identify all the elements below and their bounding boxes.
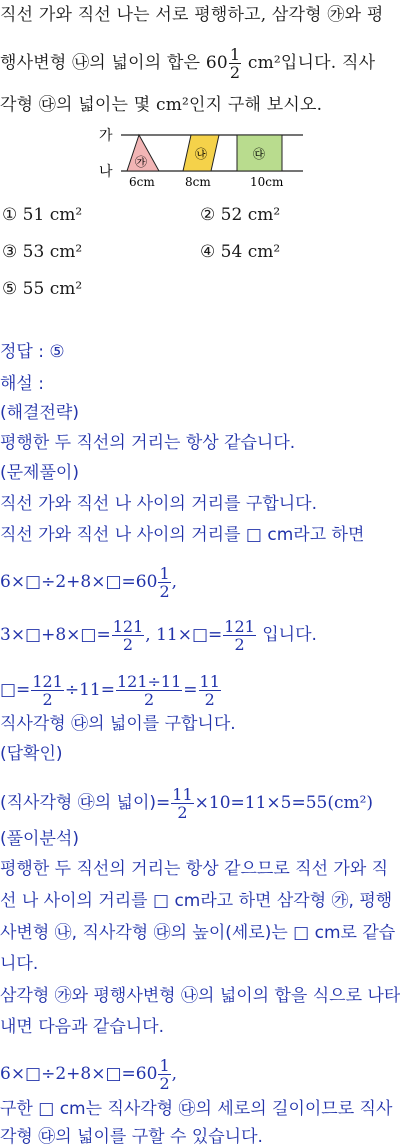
fraction-denominator: 2: [122, 635, 134, 654]
analysis-line-6: 내면 다음과 같습니다.: [0, 1017, 165, 1037]
question-line-2-pre: 행사변형 ㉯의 넓이의 합은 60: [0, 53, 228, 73]
solution-line-2: 직선 가와 직선 나 사이의 거리를 □ cm라고 하면: [0, 525, 365, 545]
rectangle-mark: ㉰: [253, 147, 266, 161]
equation-2-fraction-1: [112, 618, 145, 653]
option-1[interactable]: [2, 205, 82, 225]
equation-3-fraction-2: [116, 673, 182, 708]
fraction-numerator: 1: [229, 45, 241, 64]
equation-3-a: □=: [0, 680, 31, 700]
option-4[interactable]: [200, 242, 280, 262]
equation-5-pre: 6×□÷2+8×□=60: [0, 1064, 158, 1084]
answer-label: 정답 : ⑤: [0, 342, 65, 362]
option-2[interactable]: [200, 205, 280, 225]
fraction-denominator: 2: [159, 582, 170, 601]
analysis-line-5: 삼각형 ㉮와 평행사변형 ㉯의 넓이의 합을 식으로 나타: [0, 986, 400, 1006]
fraction-denominator: 2: [177, 803, 188, 822]
fraction-numerator: 121: [32, 672, 63, 691]
equation-3-b: ÷11=: [64, 680, 115, 700]
heading-strategy: (해결전략): [0, 403, 79, 423]
equation-4-b: ×10=11×5=55(cm²): [194, 793, 374, 813]
option-4-text: 54 cm²: [220, 242, 281, 262]
solution-line-3: 직사각형 ㉰의 넓이를 구합니다.: [0, 714, 236, 734]
label-ga: 가: [99, 128, 113, 144]
equation-4-fraction: [171, 786, 193, 821]
length-a-label: 6cm: [129, 175, 155, 189]
equation-1-pre: 6×□÷2+8×□=60: [0, 572, 158, 592]
fraction-numerator: 121÷11: [116, 672, 182, 691]
question-line-2-post: cm²입니다. 직사: [242, 53, 376, 73]
equation-1-post: ,: [171, 572, 178, 592]
equation-3-fraction-3: [199, 673, 221, 708]
option-5-text: 55 cm²: [22, 279, 83, 299]
solution-line-1: 직선 가와 직선 나 사이의 거리를 구합니다.: [0, 494, 318, 514]
length-b-label: 8cm: [185, 175, 211, 189]
option-2-text: 52 cm²: [220, 205, 281, 225]
analysis-line-1: 평행한 두 직선의 거리는 항상 같으므로 직선 가와 직: [0, 859, 389, 879]
label-na: 나: [99, 164, 113, 180]
equation-1: [0, 565, 177, 600]
analysis-line-2: 선 나 사이의 거리를 □ cm라고 하면 삼각형 ㉮, 평행: [0, 891, 393, 911]
length-c-label: 10cm: [250, 175, 284, 189]
equation-5: [0, 1057, 177, 1092]
heading-solution: (문제풀이): [0, 463, 79, 483]
equation-2: [0, 618, 317, 653]
question-fraction: [229, 46, 241, 81]
equation-3: [0, 673, 222, 708]
explanation-label: 해설 :: [0, 374, 44, 394]
equation-2-c: 입니다.: [256, 625, 317, 645]
option-3[interactable]: [2, 242, 82, 262]
triangle-mark: ㉮: [135, 155, 148, 169]
analysis-line-3: 사변형 ㉯, 직사각형 ㉰의 높이(세로)는 □ cm로 같습: [0, 923, 396, 943]
option-3-text: 53 cm²: [22, 242, 83, 262]
equation-5-fraction: [158, 1057, 170, 1092]
equation-5-post: ,: [171, 1064, 178, 1084]
equation-3-c: =: [183, 680, 198, 700]
equation-4-a: (직사각형 ㉰의 넓이)=: [0, 793, 171, 813]
fraction-numerator: 11: [172, 785, 193, 804]
question-line-3: 각형 ㉰의 넓이는 몇 cm²인지 구해 보시오.: [0, 95, 323, 115]
equation-2-a: 3×□+8×□=: [0, 625, 111, 645]
option-2-num: ②: [200, 205, 216, 225]
heading-check: (답확인): [0, 744, 63, 764]
analysis-line-8: 각형 ㉰의 넓이를 구할 수 있습니다.: [0, 1127, 263, 1147]
fraction-denominator: 2: [204, 690, 215, 709]
option-3-num: ③: [2, 242, 18, 262]
equation-2-b: , 11×□=: [145, 625, 223, 645]
fraction-numerator: 121: [224, 617, 255, 636]
fraction-denominator: 2: [144, 690, 155, 709]
equation-2-fraction-2: [223, 618, 256, 653]
fraction-denominator: 2: [159, 1074, 170, 1093]
option-5-num: ⑤: [2, 279, 18, 299]
question-line-1: 직선 가와 직선 나는 서로 평행하고, 삼각형 ㉮와 평: [0, 5, 384, 25]
fraction-numerator: 11: [199, 672, 220, 691]
option-5[interactable]: [2, 279, 82, 299]
analysis-line-4: 니다.: [0, 954, 39, 974]
fraction-denominator: 2: [229, 63, 241, 82]
fraction-numerator: 1: [159, 564, 170, 583]
parallelogram-mark: ㉯: [195, 147, 208, 161]
equation-1-fraction: [158, 565, 170, 600]
analysis-line-7: 구한 □ cm는 직사각형 ㉰의 세로의 길이이므로 직사: [0, 1099, 393, 1119]
figure-diagram: [95, 125, 310, 190]
option-1-num: ①: [2, 205, 18, 225]
fraction-numerator: 1: [159, 1056, 170, 1075]
equation-3-fraction-1: [31, 673, 64, 708]
question-line-2: [0, 46, 375, 81]
fraction-denominator: 2: [234, 635, 245, 654]
fraction-numerator: 121: [112, 617, 144, 636]
strategy-text: 평행한 두 직선의 거리는 항상 같습니다.: [0, 433, 296, 453]
fraction-denominator: 2: [42, 690, 53, 709]
option-1-text: 51 cm²: [22, 205, 83, 225]
equation-4: [0, 786, 373, 821]
heading-analysis: (풀이분석): [0, 829, 79, 849]
option-4-num: ④: [200, 242, 216, 262]
